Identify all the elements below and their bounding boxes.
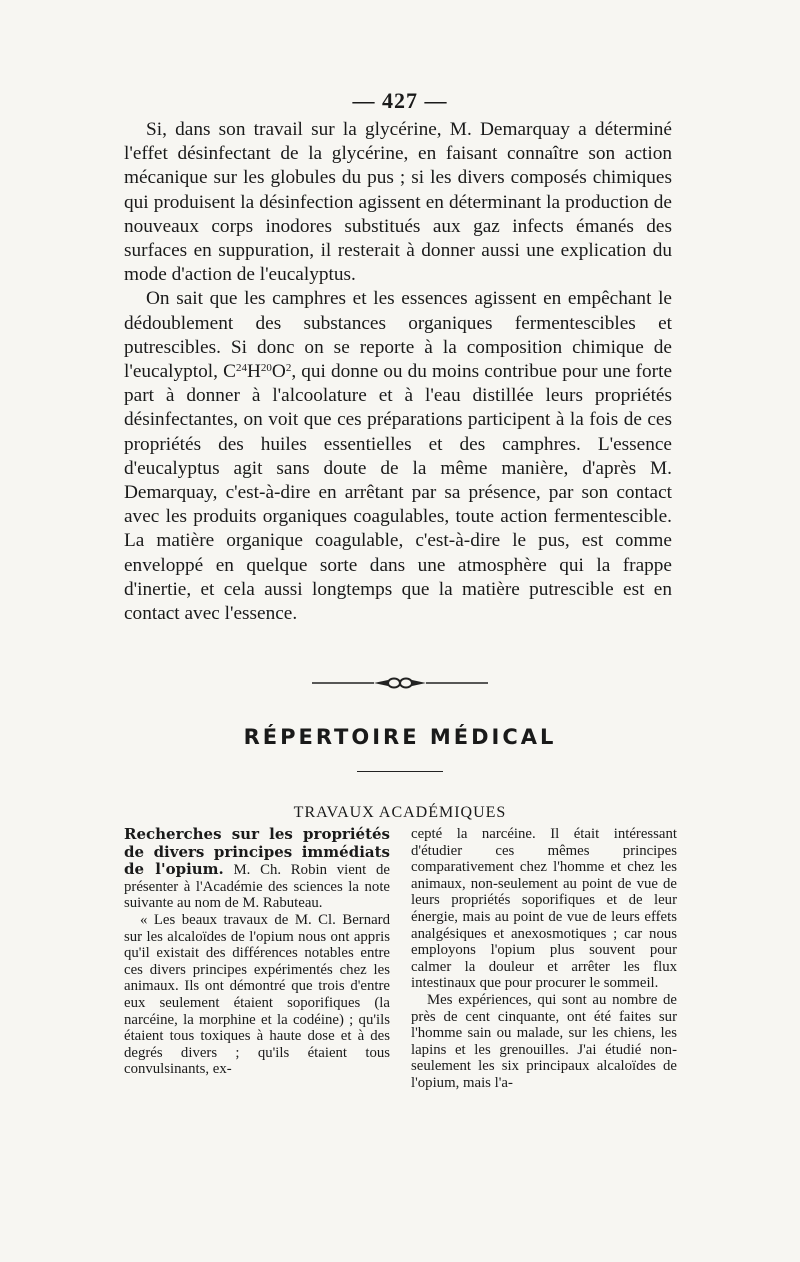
formula-carbon-count: 24 <box>235 362 247 375</box>
subsection-title: TRAVAUX ACADÉMIQUES <box>293 804 507 821</box>
page-number: — 427 — <box>352 88 448 113</box>
section-title: RÉPERTOIRE MÉDICAL <box>243 725 557 749</box>
chemical-formula <box>223 361 291 382</box>
right-paragraph-1: cepté la narcéine. Il était intéressant d'étudier ces mêmes principes comparativement chez l'homme et chez les animaux, non-seulement au point de vue de leurs propriétés soporifiques et de leur énergie, mais au point de vue de leurs effets analgésiques et anexosmotiques ; car nous employons l'opium plus souvent pour calmer la douleur et arrêter les flux intestinaux que pour procurer le sommeil. <box>411 826 677 992</box>
formula-oxygen: O <box>271 361 286 383</box>
article-intro: M. Ch. Robin vient de présenter à l'Académie des sciences la note suivante au nom de M. Rabuteau. <box>124 862 390 912</box>
paragraph-glycerine: Si, dans son travail sur la glycérine, M. Demarquay a déterminé l'effet désinfectant de la glycérine, en faisant connaître son action mécanique sur les globules du pus ; si les divers composés chimiques qui produisent la désinfection agissent en déterminant la production de nouveaux corps inodores substitués aux gaz infects émanés des surfaces en suppuration, il resterait à donner aussi une explication du mode d'action de l'eucalyptus. <box>124 119 672 286</box>
paragraph-camphres-start: On sait que les camphres et les essences agissent en empêchant le dédoublement des substances organiques fermentescibles et putrescibles. Si donc on se reporte à la composition chimique de l'eucalyptol, <box>124 288 672 383</box>
section-rule <box>357 771 443 772</box>
formula-hydrogen: H <box>246 361 261 383</box>
article-title: Recherches sur les propriétés de divers principes immédiats de l'opium. <box>124 825 390 879</box>
left-lead-paragraph <box>124 826 390 912</box>
main-text-block <box>124 118 672 626</box>
left-column <box>124 826 390 1078</box>
left-paragraph: « Les beaux travaux de M. Cl. Bernard sur les alcaloïdes de l'opium nous ont appris qu'il existait des différences notables entre ces divers principes expérimentés chez les animaux. Ils ont démontré que trois d'entre eux seulement étaient soporifiques (la narcéine, la morphine et la codéine) ; qu'ils étaient tous toxiques à haute dose et à des degrés divers ; qu'ils étaient tous convulsinants, ex- <box>124 911 390 1078</box>
paragraph-camphres <box>124 287 672 626</box>
formula-carbon: C <box>223 361 236 383</box>
right-column <box>411 826 677 1092</box>
formula-hydrogen-count: 20 <box>260 362 272 375</box>
paragraph-camphres-end: , qui donne ou du moins contribue pour une forte part à donner à l'alcoolature et à l'eau distillée leurs propriétés désinfectantes, on voit que ces préparations participent à la fois de ces propriétés des huiles essentielles et des camphres. L'essence d'eucalyptus agit sans doute de la même manière, d'après M. Demarquay, c'est-à-dire en arrêtant par sa présence, par son contact avec les produits organiques coagulables, toute action fermentescible. La matière organique coagulable, c'est-à-dire le pus, est comme enveloppé en quelque sorte dans une atmosphère qui la frappe d'inertie, et cela aussi longtemps que la matière putrescible est en contact avec l'essence. <box>124 361 672 625</box>
right-paragraph-2: Mes expériences, qui sont au nombre de près de cent cinquante, ont été faites sur l'homme sain ou malade, sur les chiens, les lapins et les grenouilles. J'ai étudié non-seulement les six principaux alcaloïdes de l'opium, mais l'a- <box>411 991 677 1091</box>
formula-oxygen-count: 2 <box>285 362 292 375</box>
ornament-divider <box>310 676 490 690</box>
